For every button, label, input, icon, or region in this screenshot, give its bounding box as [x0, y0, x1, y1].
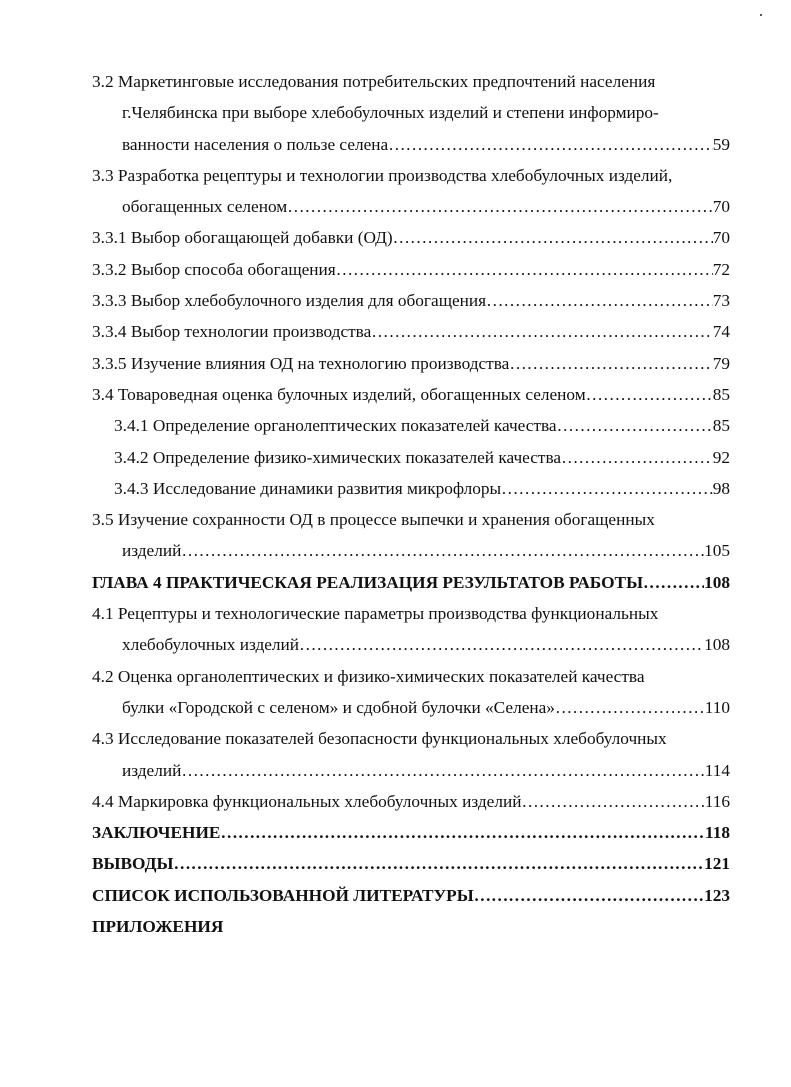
toc-entry-title: 3.4.1 Определение органолептических показателей качества — [114, 416, 557, 436]
leader-dots — [220, 817, 705, 848]
page-number: 98 — [712, 478, 730, 498]
toc-entry-title: 3.4 Товароведная оценка булочных изделий, обогащенных селеном — [92, 384, 586, 404]
leader-dots — [393, 222, 713, 253]
scan-speck — [760, 14, 762, 16]
toc-line — [92, 379, 730, 410]
page-number: 72 — [712, 259, 730, 279]
toc-entry-title: 3.3 Разработка рецептуры и технологии производства хлебобулочных изделий, — [92, 165, 673, 185]
toc-entry-title: СПИСОК ИСПОЛЬЗОВАННОЙ ЛИТЕРАТУРЫ — [92, 885, 474, 905]
toc-line — [92, 629, 730, 660]
toc-entry — [92, 880, 730, 911]
toc-line — [92, 723, 730, 754]
toc-line — [92, 817, 730, 848]
table-of-contents — [92, 66, 730, 942]
toc-entry-title: 3.2 Маркетинговые исследования потребительских предпочтений населения — [92, 72, 656, 91]
toc-entry-title: 3.3.5 Изучение влияния ОД на технологию производства — [92, 353, 510, 373]
toc-line — [92, 97, 730, 128]
toc-entry-title: 3.4.2 Определение физико-химических показателей качества — [114, 447, 562, 467]
toc-entry — [92, 786, 730, 817]
toc-line — [92, 880, 730, 911]
toc-entry-title: изделий — [122, 760, 182, 780]
toc-entry-title: ПРИЛОЖЕНИЯ — [92, 917, 224, 937]
page-number: 121 — [704, 854, 730, 874]
leader-dots — [388, 129, 713, 160]
toc-line — [92, 254, 730, 285]
toc-line — [92, 692, 730, 723]
page-number: 70 — [712, 197, 730, 217]
leader-dots — [643, 567, 704, 598]
leader-dots — [287, 191, 713, 222]
page-number: 74 — [712, 322, 730, 342]
toc-entry — [92, 567, 730, 598]
leader-dots — [555, 692, 705, 723]
page-number: 70 — [712, 228, 730, 248]
toc-entry-title: хлебобулочных изделий — [122, 635, 300, 655]
toc-entry — [92, 254, 730, 285]
page-number: 85 — [712, 384, 730, 404]
toc-line — [92, 473, 730, 504]
toc-entry — [92, 222, 730, 253]
toc-entry-title: ГЛАВА 4 ПРАКТИЧЕСКАЯ РЕАЛИЗАЦИЯ РЕЗУЛЬТАТОВ РАБОТЫ — [92, 572, 644, 592]
page-number: 116 — [704, 791, 730, 811]
toc-entry-title: 3.3.1 Выбор обогащающей добавки (ОД) — [92, 228, 393, 248]
toc-entry-title: 3.4.3 Исследование динамики развития микрофлоры — [114, 478, 502, 498]
toc-line — [92, 535, 730, 566]
page-number: 85 — [712, 416, 730, 436]
toc-entry-title: 4.4 Маркировка функциональных хлебобулочных изделий — [92, 791, 522, 811]
page-number: 92 — [712, 447, 730, 467]
leader-dots — [561, 442, 713, 473]
toc-line — [92, 66, 730, 97]
page-number: 118 — [705, 823, 730, 843]
toc-line — [92, 567, 730, 598]
toc-line — [92, 786, 730, 817]
toc-entry — [92, 442, 730, 473]
toc-line — [92, 661, 730, 692]
toc-entry-title: 4.2 Оценка органолептических и физико-химических показателей качества — [92, 666, 645, 686]
toc-line — [92, 348, 730, 379]
toc-entry — [92, 316, 730, 347]
leader-dots — [521, 786, 704, 817]
toc-line — [92, 160, 730, 191]
toc-entry-title: ЗАКЛЮЧЕНИЕ — [92, 823, 221, 843]
leader-dots — [336, 254, 713, 285]
toc-entry — [92, 598, 730, 661]
toc-line — [92, 504, 730, 535]
leader-dots — [586, 379, 713, 410]
toc-entry — [92, 661, 730, 724]
toc-entry — [92, 410, 730, 441]
page-number: 105 — [704, 541, 730, 561]
toc-line — [92, 285, 730, 316]
toc-entry — [92, 848, 730, 879]
toc-entry-title: ВЫВОДЫ — [92, 854, 174, 874]
leader-dots — [371, 316, 712, 347]
leader-dots — [509, 348, 712, 379]
page-number: 114 — [704, 760, 730, 780]
leader-dots — [173, 848, 704, 879]
toc-entry-title: 3.3.4 Выбор технологии производства — [92, 322, 372, 342]
toc-entry-title: 4.3 Исследование показателей безопасности функциональных хлебобулочных — [92, 729, 667, 749]
page-number: 110 — [704, 697, 730, 717]
toc-line — [92, 848, 730, 879]
leader-dots — [501, 473, 713, 504]
toc-entry — [92, 473, 730, 504]
toc-entry-title: булки «Городской с селеном» и сдобной булочки «Селена» — [122, 697, 555, 717]
page-number: 108 — [704, 635, 730, 655]
leader-dots — [474, 880, 704, 911]
toc-line — [92, 755, 730, 786]
toc-entry — [92, 817, 730, 848]
toc-line — [92, 410, 730, 441]
toc-line — [92, 129, 730, 160]
leader-dots — [557, 410, 713, 441]
toc-line — [92, 598, 730, 629]
page-number: 123 — [704, 885, 730, 905]
page-number: 79 — [712, 353, 730, 373]
toc-entry-title: 3.3.2 Выбор способа обогащения — [92, 259, 336, 279]
toc-entry — [92, 66, 730, 160]
toc-entry-title: обогащенных селеном — [122, 197, 288, 217]
toc-entry — [92, 285, 730, 316]
toc-entry — [92, 504, 730, 567]
toc-entry — [92, 348, 730, 379]
toc-entry-title: 3.5 Изучение сохранности ОД в процессе выпечки и хранения обогащенных — [92, 510, 655, 530]
page-number: 59 — [712, 134, 730, 154]
toc-entry-title: ванности населения о пользе селена — [122, 134, 389, 154]
leader-dots — [486, 285, 713, 316]
toc-entry — [92, 911, 730, 942]
leader-dots — [299, 629, 704, 660]
page-number: 108 — [704, 572, 730, 592]
toc-entry-title: 3.3.3 Выбор хлебобулочного изделия для обогащения — [92, 291, 487, 311]
leader-dots — [181, 755, 704, 786]
toc-line — [92, 316, 730, 347]
toc-entry-title: изделий — [122, 541, 182, 561]
toc-line — [92, 191, 730, 222]
toc-entry — [92, 723, 730, 786]
toc-line — [92, 911, 730, 942]
leader-dots — [181, 535, 704, 566]
toc-entry-title: 4.1 Рецептуры и технологические параметры производства функциональных — [92, 604, 659, 624]
toc-entry-title: г.Челябинска при выборе хлебобулочных изделий и степени информиро- — [122, 103, 659, 123]
toc-entry — [92, 160, 730, 223]
toc-entry — [92, 379, 730, 410]
toc-line — [92, 222, 730, 253]
toc-line — [92, 442, 730, 473]
page-number: 73 — [712, 291, 730, 311]
